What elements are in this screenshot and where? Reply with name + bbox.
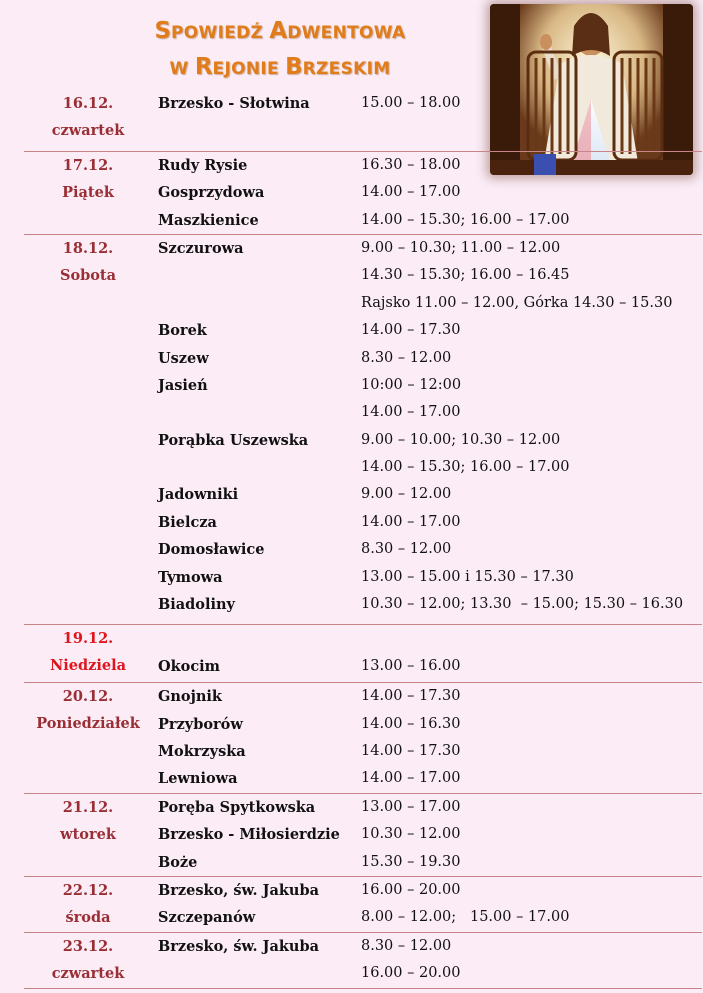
parish-name: Poręba Spytkowska xyxy=(158,798,316,816)
parish-name: Lewniowa xyxy=(158,770,238,788)
title-letter-run: DWENTOWA xyxy=(287,23,406,43)
schedule-row xyxy=(24,821,702,848)
parish-name: Uszew xyxy=(158,349,209,367)
schedule-row xyxy=(24,933,702,960)
day-weekday: Niedziela xyxy=(50,657,126,675)
schedule-row xyxy=(24,454,702,481)
day-block xyxy=(24,877,702,933)
confession-hours: 14.00 – 17.00 xyxy=(361,404,461,421)
confession-hours: 9.00 – 12.00 xyxy=(361,486,452,503)
confession-hours: 16.30 – 18.00 xyxy=(361,156,461,173)
parish-name: Przyborów xyxy=(158,715,243,733)
parish-name: Domosławice xyxy=(158,541,265,559)
parish-name: Gosprzydowa xyxy=(158,184,265,202)
confession-hours: 14.00 – 17.30 xyxy=(361,322,461,339)
confession-hours: 15.30 – 19.30 xyxy=(361,853,461,870)
parish-name: Brzesko, św. Jakuba xyxy=(158,881,319,899)
title-line-1 xyxy=(100,14,460,50)
parish-name: Jadowniki xyxy=(158,486,239,504)
parish-name: Biadoliny xyxy=(158,596,235,614)
day-weekday: Poniedziałek xyxy=(36,715,140,733)
schedule-row xyxy=(24,509,702,536)
schedule-row xyxy=(24,427,702,454)
confession-hours: 14.00 – 15.30; 16.00 – 17.00 xyxy=(361,211,570,228)
parish-name: Brzesko - Miłosierdzie xyxy=(158,826,340,844)
day-weekday: Piątek xyxy=(62,183,114,201)
schedule-row xyxy=(24,765,702,792)
confession-hours: 14.00 – 17.30 xyxy=(361,742,461,759)
day-block xyxy=(24,794,702,877)
parish-name: Rudy Rysie xyxy=(158,156,248,174)
schedule-row xyxy=(24,345,702,372)
schedule-row xyxy=(24,117,702,144)
confession-hours: 10.30 – 12.00; 13.30 – 15.00; 15.30 – 16.30 xyxy=(361,596,684,613)
day-block xyxy=(24,152,702,235)
confession-hours: 16.00 – 20.00 xyxy=(361,881,461,898)
confession-hours: 9.00 – 10.30; 11.00 – 12.00 xyxy=(361,239,561,256)
schedule-row xyxy=(24,711,702,738)
schedule-row xyxy=(24,536,702,563)
confession-hours: 8.00 – 12.00; 15.00 – 17.00 xyxy=(361,909,570,926)
confession-hours: 15.00 – 18.00 xyxy=(361,95,461,111)
schedule-row xyxy=(24,849,702,876)
schedule-row xyxy=(24,564,702,591)
title-letter-run: R xyxy=(194,54,213,80)
title-letter-run: B xyxy=(285,54,303,80)
confession-hours: 14.00 – 17.30 xyxy=(361,688,461,705)
parish-name: Tymowa xyxy=(158,568,223,586)
day-weekday: czwartek xyxy=(51,964,125,982)
day-block xyxy=(24,933,702,989)
parish-name: Szczepanów xyxy=(158,909,256,927)
schedule-row xyxy=(24,591,702,618)
day-date: 22.12. xyxy=(62,881,114,899)
parish-name: Gnojnik xyxy=(158,688,222,706)
day-block xyxy=(24,683,702,794)
day-date: 17.12. xyxy=(62,156,114,174)
confession-hours: 14.00 – 15.30; 16.00 – 17.00 xyxy=(361,459,570,476)
schedule-row xyxy=(24,152,702,179)
parish-name: Porąbka Uszewska xyxy=(158,431,309,449)
parish-name: Brzesko - Słotwina xyxy=(158,95,310,112)
confession-hours: 14.00 – 17.00 xyxy=(361,770,461,787)
day-block xyxy=(24,625,702,683)
schedule-row xyxy=(24,372,702,399)
schedule-row xyxy=(24,317,702,344)
parish-name: Jasień xyxy=(158,376,208,394)
confession-hours: 10:00 – 12:00 xyxy=(361,376,462,393)
parish-name: Borek xyxy=(158,322,207,340)
schedule-row xyxy=(24,738,702,765)
confession-hours: 14.00 – 17.00 xyxy=(361,184,461,201)
schedule-row xyxy=(24,290,702,317)
schedule-row xyxy=(24,481,702,508)
schedule-row xyxy=(24,794,702,821)
confession-hours: 13.00 – 16.00 xyxy=(361,657,461,674)
parish-name: Maszkienice xyxy=(158,211,259,229)
title-letter-run: RZESKIM xyxy=(302,59,391,79)
day-weekday: Sobota xyxy=(59,266,117,284)
confession-hours: 13.00 – 15.00 i 15.30 – 17.30 xyxy=(361,568,574,585)
schedule-row xyxy=(24,90,702,117)
parish-name: Brzesko, św. Jakuba xyxy=(158,937,319,955)
confession-hours: 9.00 – 10.00; 10.30 – 12.00 xyxy=(361,431,561,448)
title-line-2 xyxy=(100,50,460,86)
schedule-row xyxy=(24,235,702,262)
schedule-row xyxy=(24,904,702,931)
confession-hours: 14.00 – 17.00 xyxy=(361,513,461,530)
title-letter-run: EJONIE xyxy=(212,59,286,79)
schedule-row xyxy=(24,960,702,987)
confession-hours: 13.00 – 17.00 xyxy=(361,798,461,815)
parish-name: Boże xyxy=(158,853,198,871)
parish-name: Okocim xyxy=(158,657,221,675)
schedule-row xyxy=(24,877,702,904)
schedule-row xyxy=(24,625,702,652)
parish-name: Szczurowa xyxy=(158,239,244,257)
confession-hours: 14.30 – 15.30; 16.00 – 16.45 xyxy=(361,267,570,284)
confession-hours: 8.30 – 12.00 xyxy=(361,541,452,558)
confession-hours: 10.30 – 12.00 xyxy=(361,826,461,843)
day-weekday: środa xyxy=(65,908,111,926)
parish-name: Bielcza xyxy=(158,513,217,531)
confession-hours: 14.00 – 16.30 xyxy=(361,715,461,732)
confession-hours: 16.00 – 20.00 xyxy=(361,965,461,982)
schedule-row xyxy=(24,179,702,206)
title-letter-run: S xyxy=(154,18,172,44)
title-letter-run: A xyxy=(269,18,288,44)
day-date: 23.12. xyxy=(62,937,114,955)
day-date: 18.12. xyxy=(62,239,114,257)
page-title xyxy=(100,14,460,86)
schedule-row xyxy=(24,399,702,426)
day-date: 20.12. xyxy=(62,688,114,706)
title-letter-run: POWIEDŹ xyxy=(171,23,270,43)
confession-hours: 8.30 – 12.00 xyxy=(361,349,452,366)
day-date: 16.12. xyxy=(62,95,114,112)
schedule-row xyxy=(24,262,702,289)
day-date: 21.12. xyxy=(62,798,114,816)
schedule-row xyxy=(24,683,702,710)
confession-hours: 8.30 – 12.00 xyxy=(361,937,452,954)
day-date: 19.12. xyxy=(62,630,114,648)
day-weekday: czwartek xyxy=(51,122,125,139)
day-weekday: wtorek xyxy=(60,825,116,843)
schedule-row xyxy=(24,207,702,234)
day-block xyxy=(24,235,702,625)
parish-name: Mokrzyska xyxy=(158,742,246,760)
title-letter-run: W xyxy=(169,59,195,79)
confession-hours: Rajsko 11.00 – 12.00, Górka 14.30 – 15.30 xyxy=(361,294,673,311)
confession-schedule xyxy=(24,90,702,989)
schedule-row xyxy=(24,653,702,680)
day-block xyxy=(24,90,702,152)
